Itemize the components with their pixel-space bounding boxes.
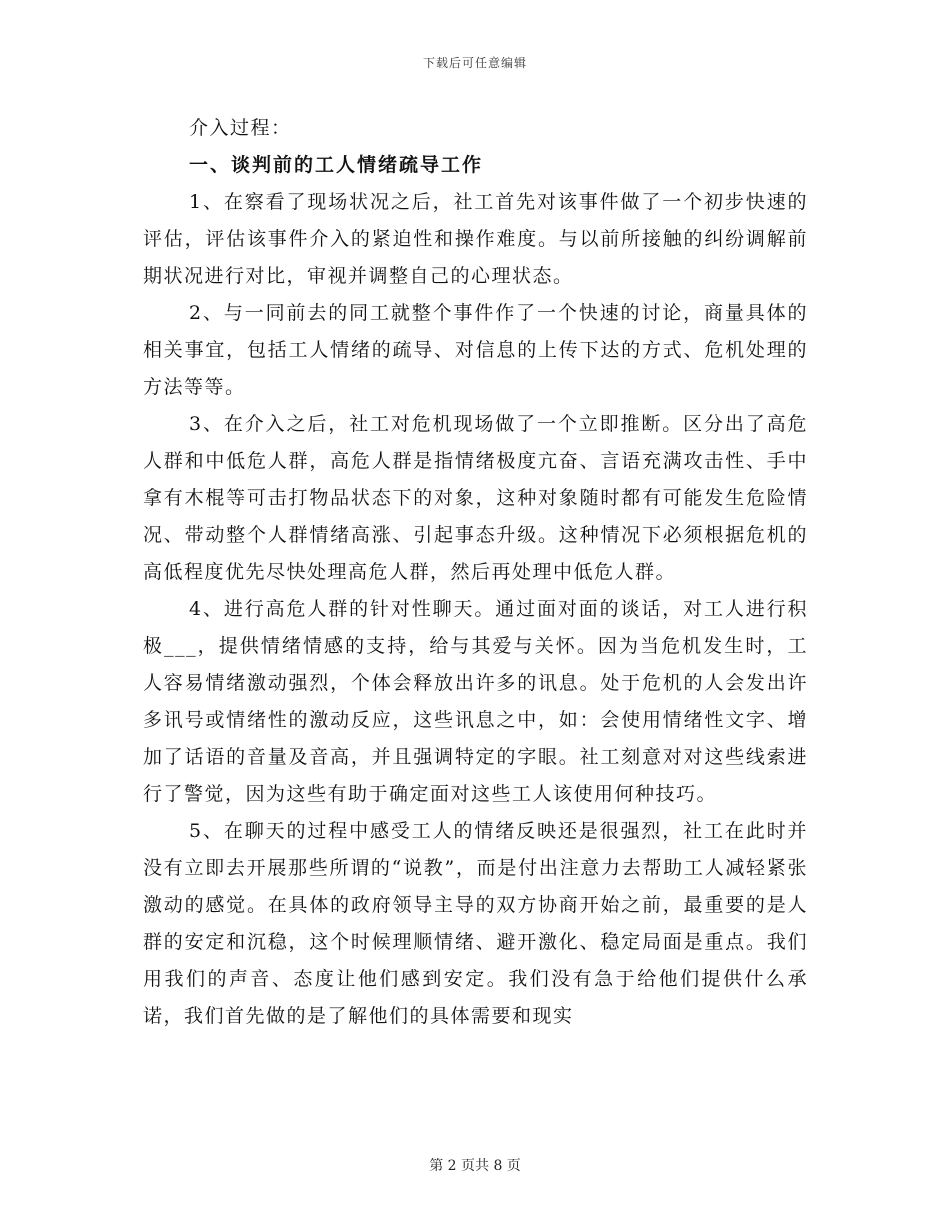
paragraph-3: 3、在介入之后，社工对危机现场做了一个立即推断。区分出了高危人群和中低危人群，高危人群是指情绪极度亢奋、言语充满攻击性、手中拿有木棍等可击打物品状态下的对象，这种对象随时都有可能发生危险情况、带动整个人群情绪高涨、引起事态升级。这种情况下必须根据危机的高低程度优先尽快处理高危人群，然后再处理中低危人群。 bbox=[143, 413, 808, 583]
page-footer: 第 2 页共 8 页 bbox=[429, 1158, 521, 1174]
page-header: 下载后可任意编辑 bbox=[422, 56, 527, 70]
section-heading: 一、谈判前的工人情绪疏导工作 bbox=[189, 154, 484, 176]
paragraph-1: 1、在察看了现场状况之后，社工首先对该事件做了一个初步快速的评估，评估该事件介入的紧迫性和操作难度。与以前所接触的纠纷调解前期状况进行对比，审视并调整自己的心理状态。 bbox=[143, 191, 808, 287]
document-body bbox=[143, 110, 808, 1035]
intro-line: 介入过程： bbox=[189, 117, 292, 139]
paragraph-5: 5、在聊天的过程中感受工人的情绪反映还是很强烈，社工在此时并没有立即去开展那些所谓的“说教”，而是付出注意力去帮助工人减轻紧张激动的感觉。在具体的政府领导主导的双方协商开始之前，最重要的是人群的安定和沉稳，这个时候理顺情绪、避开激化、稳定局面是重点。我们用我们的声音、态度让他们感到安定。我们没有急于给他们提供什么承诺，我们首先做的是了解他们的具体需要和现实 bbox=[143, 820, 808, 1027]
paragraph-4: 4、进行高危人群的针对性聊天。通过面对面的谈话，对工人进行积极___，提供情绪情感的支持，给与其爱与关怀。因为当危机发生时，工人容易情绪激动强烈，个体会释放出许多的讯息。处于危机的人会发出许多讯号或情绪性的激动反应，这些讯息之中，如：会使用情绪性文字、增加了话语的音量及音高，并且强调特定的字眼。社工刻意对对这些线索进行了警觉，因为这些有助于确定面对这些工人该使用何种技巧。 bbox=[143, 598, 808, 805]
paragraph-2: 2、与一同前去的同工就整个事件作了一个快速的讨论，商量具体的相关事宜，包括工人情绪的疏导、对信息的上传下达的方式、危机处理的方法等等。 bbox=[143, 302, 808, 398]
